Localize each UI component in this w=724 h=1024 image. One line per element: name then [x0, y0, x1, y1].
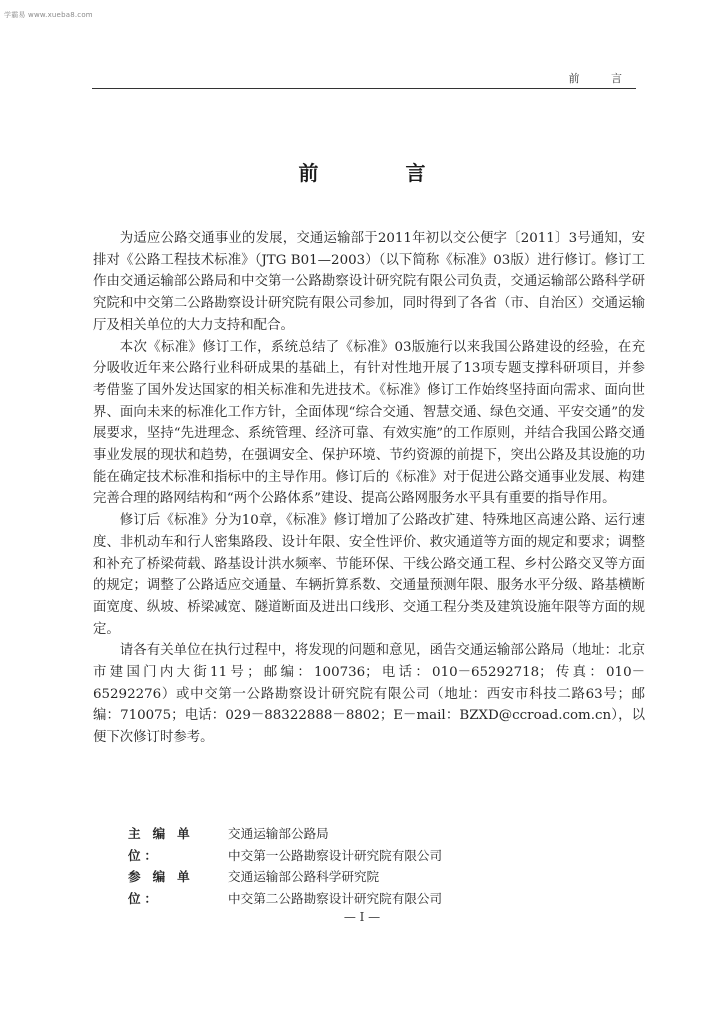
running-header	[92, 70, 636, 89]
paragraph-background: 为适应公路交通事业的发展，交通运输部于2011年初以交公便字〔2011〕3号通知，安排对《公路工程技术标准》（JTG B01—2003）（以下简称《标准》03版）进行修订。修订工作由交通运输部公路局和中交第一公路勘察设计研究院有限公司负责，交通运输部公路科学研究院和中交第二公路勘察设计研究院有限公司参加，同时得到了各省（市、自治区）交通运输厅及相关单位的大力支持和配合。	[93, 231, 645, 333]
watermark-text: 学霸易 www.xueba8.com	[4, 11, 93, 19]
editing-units	[128, 823, 442, 909]
page-title: 前 言	[298, 161, 466, 185]
running-header-title: 前 言	[568, 72, 636, 85]
co-editor-name: 中交第二公路勘察设计研究院有限公司	[228, 890, 443, 906]
chief-editor-row	[128, 823, 442, 866]
paragraph-contents: 修订后《标准》分为10章，《标准》修订增加了公路改扩建、特殊地区高速公路、运行速度、非机动车和行人密集路段、设计年限、安全性评价、救灾通道等方面的规定和要求；调整和补充了桥梁荷载、路基设计洪水频率、节能环保、干线公路交通工程、乡村公路交叉等方面的规定；调整了公路适应交通量、车辆折算系数、交通量预测年限、服务水平分级、路基横断面宽度、纵坡、桥梁减宽、隧道断面及进出口线形、交通工程分类及建筑设施年限等方面的规定。	[93, 513, 645, 637]
co-editor-names	[228, 866, 442, 909]
co-editor-row	[128, 866, 442, 909]
chief-editor-label: 主 编 单 位：	[128, 826, 194, 863]
chief-editor-names	[228, 823, 442, 866]
paragraph-principles: 本次《标准》修订工作，系统总结了《标准》03版施行以来我国公路建设的经验，在充分吸收近年来公路行业科研成果的基础上，有针对性地开展了13项专题支撑科研项目，并参考借鉴了国外发达国家的相关标准和先进技术。《标准》修订工作始终坚持面向需求、面向世界、面向未来的标准化工作方针，全面体现“综合交通、智慧交通、绿色交通、平安交通”的发展要求，坚持“先进理念、系统管理、经济可靠、有效实施”的工作原则，并结合我国公路交通事业发展的现状和趋势，在强调安全、保护环境、节约资源的前提下，突出公路及其设施的功能在确定技术标准和指标中的主导作用。修订后的《标准》对于促进公路交通事业发展、构建完善合理的路网结构和“两个公路体系”建设、提高公路网服务水平具有重要的指导作用。	[93, 339, 645, 507]
paragraph-feedback: 请各有关单位在执行过程中，将发现的问题和意见，函告交通运输部公路局（地址：北京市建国门内大街11号；邮编：100736；电话：010－65292718；传真：010－65292276）或中交第一公路勘察设计研究院有限公司（地址：西安市科技二路63号；邮编：710075；电话：029－88322888－8802；E－mail：BZXD@ccroad.com.cn），以便下次修订时参考。	[93, 643, 645, 746]
chief-editor-name: 交通运输部公路局	[228, 826, 329, 841]
co-editor-name: 交通运输部公路科学研究院	[228, 869, 380, 884]
chief-editor-name: 中交第一公路勘察设计研究院有限公司	[228, 847, 443, 863]
co-editor-label: 参 编 单 位：	[128, 869, 194, 906]
page-number: — Ⅰ —	[343, 910, 381, 924]
preface-body	[93, 228, 645, 749]
